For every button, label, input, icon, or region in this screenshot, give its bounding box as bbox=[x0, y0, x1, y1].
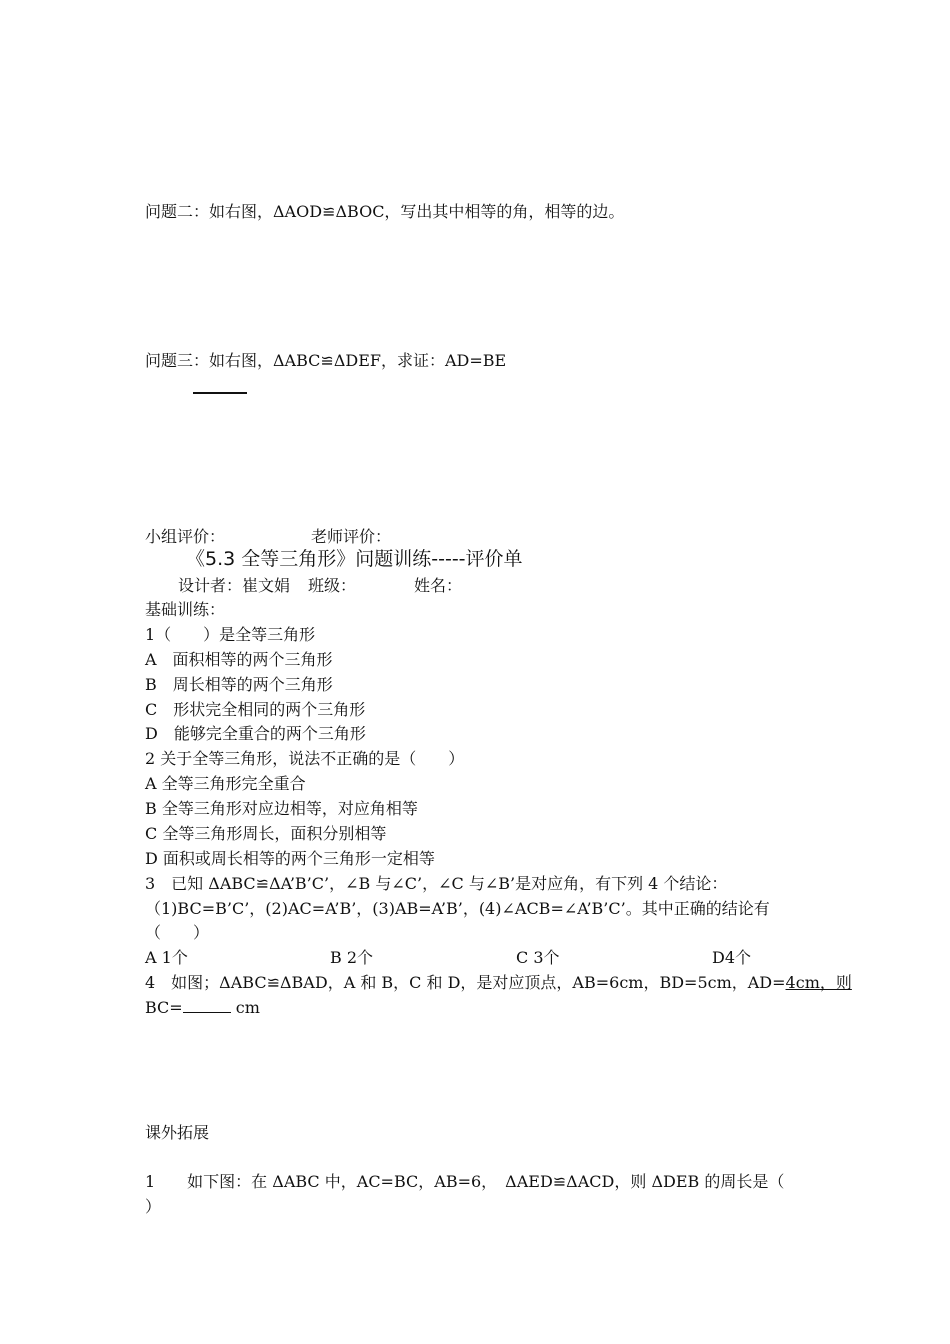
problem-3-option-d: D4个 bbox=[712, 948, 752, 967]
class-label: 班级： bbox=[308, 576, 357, 595]
evaluation-row bbox=[145, 527, 391, 547]
designer-label: 设计者：崔文娟 bbox=[178, 576, 291, 595]
question-three: 问题三：如右图，ΔABC≌ΔDEF，求证：AD=BE bbox=[145, 351, 507, 370]
problem-4-text: 4 如图；ΔABC≌ΔBAD，A 和 B，C 和 D，是对应顶点，AB=6cm，BD=5cm，AD= bbox=[145, 973, 786, 992]
problem-1-option-b: B 周长相等的两个三角形 bbox=[145, 675, 333, 694]
problem-2-stem: 2 关于全等三角形，说法不正确的是（ ） bbox=[145, 749, 465, 768]
sheet-title: 《5.3 全等三角形》问题训练-----评价单 bbox=[186, 548, 523, 570]
problem-2-option-a: A 全等三角形完全重合 bbox=[145, 774, 306, 793]
problem-4-line-1 bbox=[145, 973, 852, 993]
designer-row bbox=[178, 576, 462, 596]
problem-3-line-3: （ ） bbox=[145, 923, 210, 942]
problem-1-stem: 1（ ）是全等三角形 bbox=[145, 625, 316, 644]
problem-1-option-a: A 面积相等的两个三角形 bbox=[145, 650, 333, 669]
problem-4-line-2 bbox=[145, 998, 260, 1018]
extension-heading: 课外拓展 bbox=[145, 1123, 210, 1142]
teacher-evaluation-label: 老师评价： bbox=[311, 527, 392, 546]
question-two: 问题二：如右图，ΔAOD≌ΔBOC，写出其中相等的角，相等的边。 bbox=[145, 202, 625, 221]
problem-3-option-a: A 1个 bbox=[145, 948, 188, 967]
problem-3-option-b: B 2个 bbox=[330, 948, 374, 967]
underline-rule bbox=[193, 392, 247, 394]
problem-4-underlined-text: 4cm，则 bbox=[785, 973, 852, 992]
answer-blank bbox=[183, 998, 231, 1013]
problem-4-bc-label: BC= bbox=[145, 998, 183, 1017]
problem-1-option-d: D 能够完全重合的两个三角形 bbox=[145, 724, 366, 743]
problem-3-line-2: （1)BC=B’C’，(2)AC=A’B’，(3)AB=A’B’，(4)∠ACB=∠A’B’C’。其中正确的结论有 bbox=[145, 899, 770, 918]
problem-4-unit: cm bbox=[230, 998, 260, 1017]
extension-1-line-2: ） bbox=[145, 1197, 162, 1216]
problem-3-option-c: C 3个 bbox=[516, 948, 560, 967]
problem-2-option-c: C 全等三角形周长，面积分别相等 bbox=[145, 824, 387, 843]
name-label: 姓名： bbox=[414, 576, 463, 595]
problem-1-option-c: C 形状完全相同的两个三角形 bbox=[145, 700, 366, 719]
problem-2-option-d: D 面积或周长相等的两个三角形一定相等 bbox=[145, 849, 435, 868]
problem-3-options bbox=[145, 948, 751, 968]
problem-3-line-1: 3 已知 ΔABC≌ΔA’B’C’，∠B 与∠C’，∠C 与∠B’是对应角，有下列 4 个结论： bbox=[145, 874, 728, 893]
basic-training-heading: 基础训练： bbox=[145, 600, 226, 619]
group-evaluation-label: 小组评价： bbox=[145, 527, 226, 546]
extension-1-line-1: 1 如下图：在 ΔABC 中，AC=BC，AB=6， ΔAED≌ΔACD，则 ΔDEB 的周长是（ bbox=[145, 1172, 785, 1191]
problem-2-option-b: B 全等三角形对应边相等，对应角相等 bbox=[145, 799, 418, 818]
